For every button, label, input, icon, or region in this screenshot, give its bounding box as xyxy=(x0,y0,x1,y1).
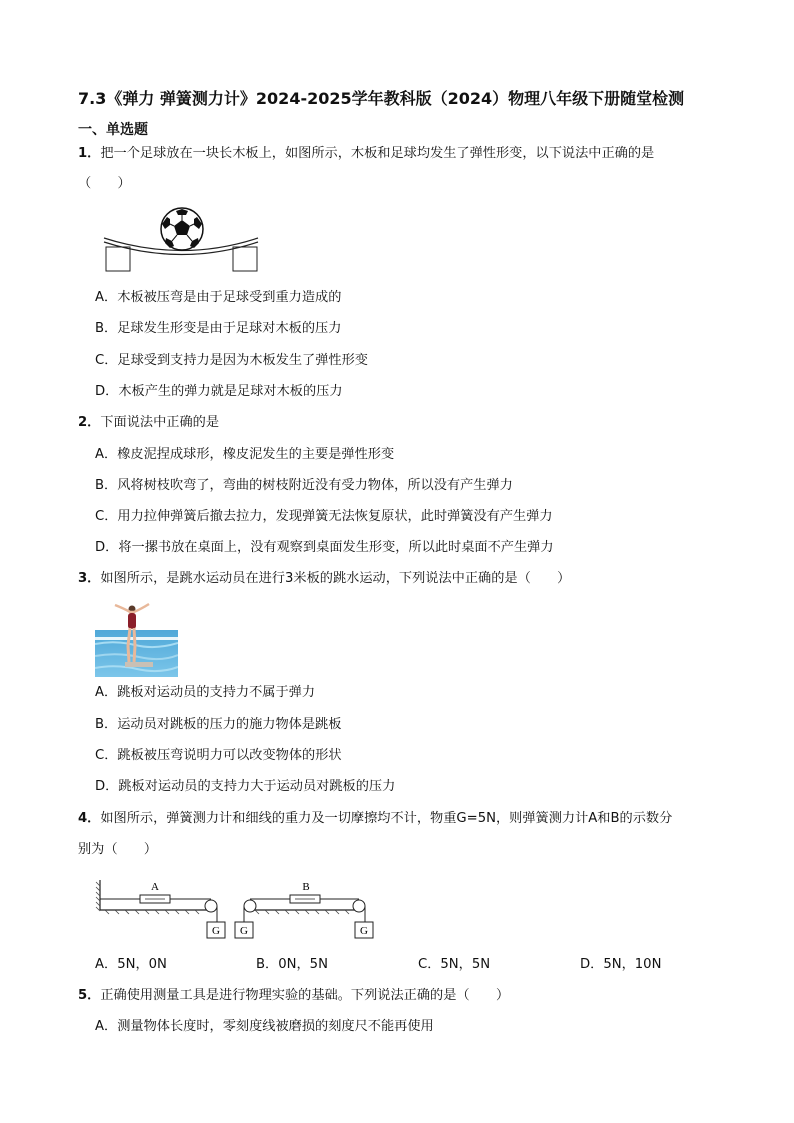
question-4-option-b: B．0N，5N xyxy=(256,957,328,972)
question-4-option-a: A．5N，0N xyxy=(95,957,167,972)
question-5-option-a: A．测量物体长度时，零刻度线被磨损的刻度尺不能再使用 xyxy=(95,1019,434,1034)
setup-b xyxy=(235,881,373,938)
question-1-line2: （ ） xyxy=(78,176,131,191)
question-4-line1 xyxy=(78,810,672,828)
diving-board xyxy=(125,662,153,667)
question-1-option-a: A．木板被压弯是由于足球受到重力造成的 xyxy=(95,290,342,305)
question-3-option-b: B．运动员对跳板的压力的施力物体是跳板 xyxy=(95,717,342,732)
question-2-option-a: A．橡皮泥捏成球形，橡皮泥发生的主要是弹性形变 xyxy=(95,447,395,462)
question-2-option-d: D．将一摞书放在桌面上，没有观察到桌面发生形变，所以此时桌面不产生弹力 xyxy=(95,540,554,555)
question-3-line1 xyxy=(78,570,570,588)
football-on-board-figure xyxy=(100,205,265,275)
question-4-number: 4． xyxy=(78,811,101,826)
question-3-text: 如图所示，是跳水运动员在进行3米板的跳水运动，下列说法中正确的是（ ） xyxy=(100,571,571,586)
setup-a xyxy=(96,880,225,938)
left-support-block xyxy=(106,247,130,271)
pulley-a xyxy=(205,900,217,912)
question-2-option-c: C．用力拉伸弹簧后撤去拉力，发现弹簧无法恢复原状，此时弹簧没有产生弹力 xyxy=(95,509,553,524)
question-1-option-d: D．木板产生的弹力就是足球对木板的压力 xyxy=(95,384,343,399)
football-icon xyxy=(161,208,203,250)
page-title: 7.3《弹力 弹簧测力计》2024-2025学年教科版（2024）物理八年级下册随堂检测 xyxy=(78,89,685,108)
question-4-line2: 别为（ ） xyxy=(78,842,158,857)
question-1-number: 1． xyxy=(78,146,101,161)
question-4-option-d: D．5N，10N xyxy=(580,957,662,972)
question-3-number: 3． xyxy=(78,571,101,586)
question-2-option-b: B．风将树枝吹弯了，弯曲的树枝附近没有受力物体，所以没有产生弹力 xyxy=(95,478,513,493)
question-2-number: 2． xyxy=(78,415,101,430)
question-5-text: 正确使用测量工具是进行物理实验的基础。下列说法正确的是（ ） xyxy=(100,988,510,1003)
question-3-option-d: D．跳板对运动员的支持力大于运动员对跳板的压力 xyxy=(95,779,396,794)
question-3-option-c: C．跳板被压弯说明力可以改变物体的形状 xyxy=(95,748,342,763)
pulley-b-right xyxy=(353,900,365,912)
weight-a-label: G xyxy=(212,925,220,937)
weight-b-left-label: G xyxy=(240,925,248,937)
question-3-option-a: A．跳板对运动员的支持力不属于弹力 xyxy=(95,685,316,700)
right-support-block xyxy=(233,247,257,271)
question-5-number: 5． xyxy=(78,988,101,1003)
question-4-text: 如图所示，弹簧测力计和细线的重力及一切摩擦均不计，物重G=5N，则弹簧测力计A和B的示数分 xyxy=(100,811,673,826)
question-1-text: 把一个足球放在一块长木板上，如图所示，木板和足球均发生了弹性形变，以下说法中正确的是 xyxy=(100,146,655,161)
scale-b-label: B xyxy=(302,881,310,893)
section-heading: 一、单选题 xyxy=(78,122,148,138)
question-5-line1 xyxy=(78,987,509,1005)
spring-scale-figure xyxy=(95,872,380,944)
pulley-b-left xyxy=(244,900,256,912)
question-2-text: 下面说法中正确的是 xyxy=(100,415,220,430)
question-1-line1 xyxy=(78,145,654,163)
question-4-option-c: C．5N，5N xyxy=(418,957,491,972)
weight-b-right-label: G xyxy=(360,925,368,937)
question-1-option-c: C．足球受到支持力是因为木板发生了弹性形变 xyxy=(95,353,368,368)
question-2-line1 xyxy=(78,414,219,432)
scale-a-label: A xyxy=(151,881,159,893)
question-1-option-b: B．足球发生形变是由于足球对木板的压力 xyxy=(95,321,342,336)
diver-photo xyxy=(95,600,178,677)
